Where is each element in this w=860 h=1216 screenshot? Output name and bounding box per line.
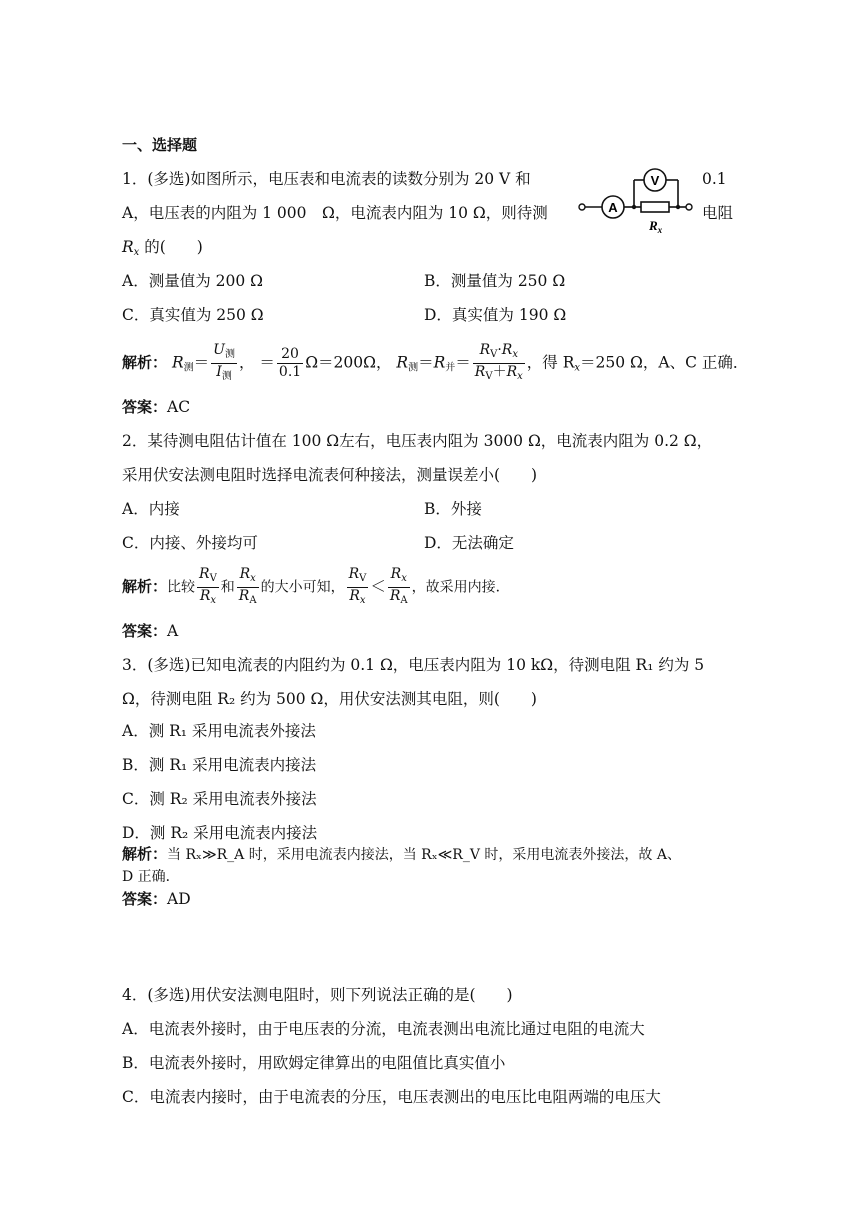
- q1-option-c: C．真实值为 250 Ω: [122, 306, 264, 324]
- q1-option-d: D．真实值为 190 Ω: [424, 306, 567, 324]
- resistor-icon: [641, 202, 669, 212]
- voltmeter-label: V: [650, 173, 660, 188]
- q2-stem-line2: 采用伏安法测电阻时选择电流表何种接法，测量误差小( ): [122, 466, 538, 484]
- q2-option-b: B．外接: [424, 500, 482, 518]
- terminal-right: [686, 204, 692, 210]
- fraction-rx-over-ra: $\frac{R_x}{R_A}$: [238, 566, 257, 606]
- q4-stem: 4．(多选)用伏安法测电阻时，则下列说法正确的是( ): [122, 986, 513, 1004]
- answer-value: AC: [167, 398, 191, 416]
- fraction-rx-over-ra-2: $\frac{R_x}{R_A}$: [389, 566, 408, 606]
- q3-option-c: C．测 R₂ 采用电流表外接法: [122, 790, 317, 808]
- q1-stem-line1: 1．(多选)如图所示，电压表和电流表的读数分别为 20 V 和: [122, 170, 531, 188]
- rx-subscript: x: [133, 247, 140, 258]
- answer-label: 答案：: [122, 398, 168, 416]
- q1-stem-tail2: 电阻: [702, 204, 734, 222]
- q3-analysis-line1: 解析：当 Rₓ≫R_A 时，采用电流表内接法，当 Rₓ≪R_V 时，采用电流表外接法，故 A、: [122, 845, 681, 863]
- q4-option-c: C．电流表内接时，由于电流表的分压，电压表测出的电压比电阻两端的电压大: [122, 1088, 661, 1106]
- q4-option-b: B．电流表外接时，用欧姆定律算出的电阻值比真实值小: [122, 1054, 506, 1072]
- q1-option-b: B．测量值为 250 Ω: [424, 272, 566, 290]
- q3-option-a: A．测 R₁ 采用电流表外接法: [122, 722, 316, 740]
- rx-symbol: R: [122, 238, 134, 256]
- analysis-label: 解析：: [122, 353, 168, 372]
- q2-option-c: C．内接、外接均可: [122, 534, 258, 552]
- resistor-label: $R_x$: [649, 218, 663, 234]
- q3-option-b: B．测 R₁ 采用电流表内接法: [122, 756, 317, 774]
- q1-answer: [122, 396, 190, 418]
- q2-stem-line1: 2．某待测电阻估计值在 100 Ω左右，电压表内阻为 3000 Ω，电流表内阻为 0.2 Ω，: [122, 432, 713, 450]
- q2-option-d: D．无法确定: [424, 534, 514, 552]
- fraction-rv-over-rx: $\frac{R_V}{R_x}$: [199, 566, 217, 606]
- q1-stem-line3-rest: 的( ): [139, 238, 203, 256]
- q2-analysis: 解析：比较 $\frac{R_V}{R_x}$ 和 $\frac{R_x}{R_A}$ 的大小可知， $\frac{R_V}{R_x}$ ＜ $\frac{R_x}{R_A}$ ，故采用内接．: [122, 566, 510, 609]
- section-title: 一、选择题: [122, 136, 198, 154]
- q2-answer: 答案：A: [122, 622, 179, 640]
- q3-stem-line2: Ω，待测电阻 R₂ 约为 500 Ω，用伏安法测其电阻，则( ): [122, 690, 537, 708]
- fraction-parallel-resistance: $\frac{R_V\cdot R_x}{R_V+R_x}$: [474, 342, 523, 382]
- q2-option-a: A．内接: [122, 500, 180, 518]
- q1-stem-line3: [122, 236, 203, 264]
- ammeter-label: A: [608, 200, 618, 215]
- q1-analysis: 解析： $R_测=$ $\frac{U_测}{I_测}$ ， ＝ $\frac{20}{0.1}$ Ω＝200Ω， $R_测=R_并=$ $\frac{R_V\cdot R_x}{R_V+R_x}$ ，得 $R_x=250$ Ω，A、C 正确．: [122, 342, 748, 389]
- q3-analysis-line2: D 正确．: [122, 869, 180, 885]
- q1-stem-tail1: 0.1: [702, 170, 727, 188]
- fraction-20-over-01: $\frac{20}{0.1}$: [278, 346, 302, 380]
- q4-option-a: A．电流表外接时，由于电压表的分流，电流表测出电流比通过电阻的电流大: [122, 1020, 645, 1038]
- terminal-left: [579, 204, 585, 210]
- fraction-rv-over-rx-2: $\frac{R_V}{R_x}$: [348, 566, 367, 606]
- q1-stem-line2: A，电压表的内阻为 1 000 Ω，电流表内阻为 10 Ω，则待测: [122, 204, 548, 222]
- q1-option-a: A．测量值为 200 Ω: [122, 272, 263, 290]
- fraction-u-over-i: $\frac{U_测}{I_测}$: [213, 342, 235, 382]
- q3-answer: 答案：AD: [122, 890, 191, 908]
- circuit-diagram: [578, 162, 698, 234]
- q3-stem-line1: 3．(多选)已知电流表的内阻约为 0.1 Ω，电压表内阻为 10 kΩ，待测电阻 R₁ 约为 5: [122, 656, 705, 674]
- q3-option-d: D．测 R₂ 采用电流表内接法: [122, 824, 318, 842]
